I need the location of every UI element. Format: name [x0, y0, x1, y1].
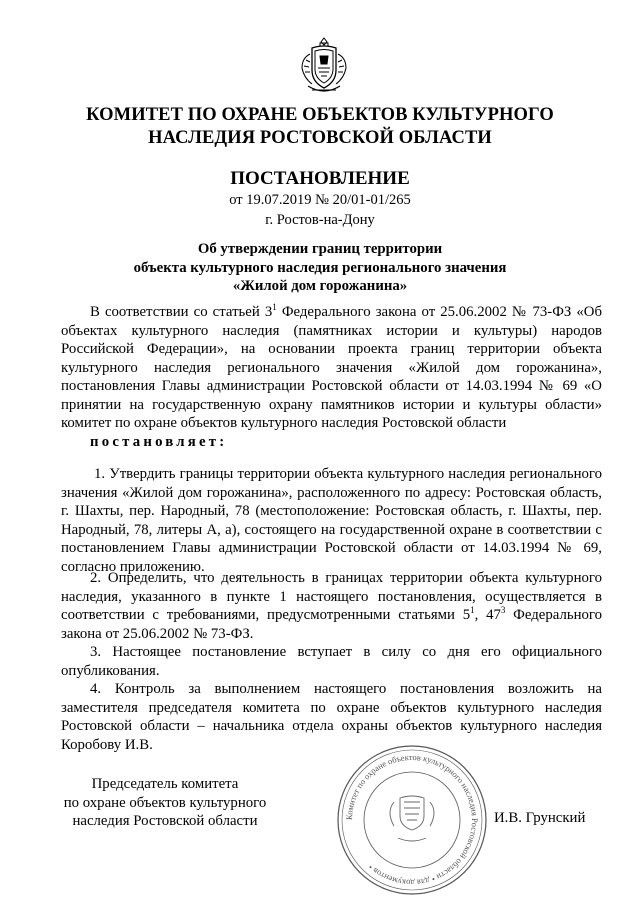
- subject-line3: «Жилой дом горожанина»: [232, 278, 408, 294]
- preamble-text-rest: Федерального закона от 25.06.2002 № 73-ФЗ «Об объектах культурного наследия (памятниках истории и культуры) народов Российской Федерации», на основании проекта границ территории объекта культурного наследия регионального значения «Жилой дом горожанина», постановления Главы администрации Ростовской области от 14.03.1994 № 69 «О принятии на государственную охрану памятников истории и культуры области» комитет по охране объектов культурного наследия Ростовской области: [61, 304, 602, 431]
- item-2-text-a: 2. Определить, что деятельность в границах территории объекта культурного наследия, указанного в пункте 1 настоящего постановления, осуществляется в соответствии с требованиями, предусмотренными статьями 5: [61, 570, 602, 623]
- item-4: 4. Контроль за выполнением настоящего постановления возложить на заместителя председателя комитета по охране объектов культурного наследия Ростовской области – начальника отдела охраны объектов культурного наследия Коробову И.В.: [61, 681, 602, 753]
- signer-title-line1: Председатель комитета: [91, 776, 239, 792]
- seal-text: Комитет по охране объектов культурного наследия Ростовской области • для документов •: [343, 751, 481, 889]
- item-2-superscript-2: 3: [500, 605, 506, 615]
- item-2: [61, 569, 602, 643]
- organization-name: [0, 104, 640, 150]
- resolves-word: постановляет:: [90, 433, 228, 450]
- item-3: 3. Настоящее постановление вступает в силу со дня его официального опубликования.: [61, 644, 602, 679]
- coat-of-arms-icon: [298, 34, 350, 98]
- document-subject: [0, 240, 640, 296]
- organization-name-line2: НАСЛЕДИЯ РОСТОВСКОЙ ОБЛАСТИ: [148, 128, 492, 148]
- subject-line1: Об утверждении границ территории: [197, 241, 443, 257]
- city: г. Ростов-на-Дону: [265, 212, 375, 228]
- official-seal-icon: [334, 742, 490, 898]
- item-2-text-c: Федерального закона от 25.06.2002 № 73-ФЗ.: [61, 607, 602, 642]
- document-meta: [0, 190, 640, 230]
- signer-name: И.В. Грунский: [494, 810, 586, 826]
- signer-title: [60, 775, 270, 831]
- item-2-superscript-1: 1: [470, 605, 475, 615]
- article-superscript: 1: [272, 302, 277, 312]
- preamble-paragraph: [61, 303, 602, 451]
- signer-title-line3: наследия Ростовской области: [72, 813, 258, 829]
- item-1: 1. Утвердить границы территории объекта культурного наследия регионального значения «Жилой дом горожанина», расположенного по адресу: Ростовская область, г. Шахты, пер. Народный, 78 (местоположение: Ростовская область, г. Шахты, пер. Народный, 78, литеры А, а), состоящего на государственной охране в соответствии с постановлением Главы администрации Ростовской области от 14.03.1994 № 69, согласно приложению.: [61, 466, 602, 575]
- date-number: от 19.07.2019 № 20/01-01/265: [229, 192, 411, 208]
- subject-line2: объекта культурного наследия регионального значения: [133, 259, 507, 276]
- signer-title-line2: по охране объектов культурного: [63, 794, 267, 811]
- item-2-text-b: , 47: [474, 607, 501, 623]
- document-type: ПОСТАНОВЛЕНИЕ: [230, 168, 410, 189]
- organization-name-line1: КОМИТЕТ ПО ОХРАНЕ ОБЪЕКТОВ КУЛЬТУРНОГО: [86, 105, 554, 125]
- preamble-text-start: В соответствии со статьей 3: [90, 304, 273, 320]
